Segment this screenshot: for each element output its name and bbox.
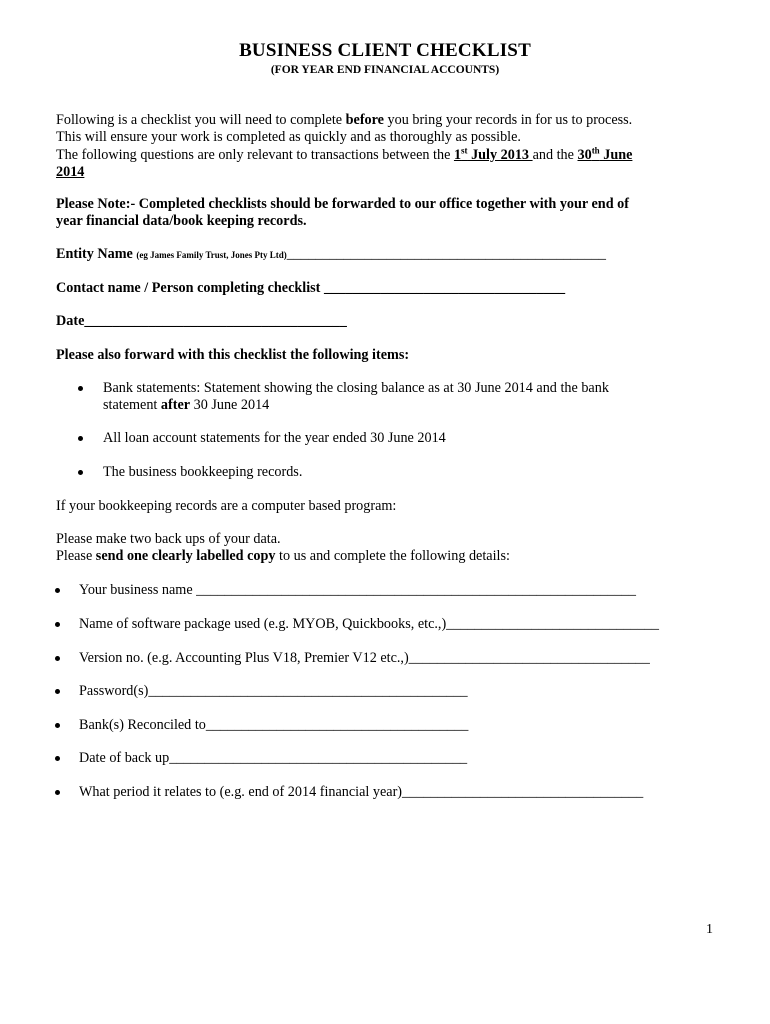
page-title: BUSINESS CLIENT CHECKLIST — [239, 40, 531, 61]
backup-instructions: Please make two back ups of your data. Please send one clearly labelled copy to us and complete the following details: — [56, 531, 510, 565]
intro-line-2: This will ensure your work is completed as quickly and as thoroughly as possible. — [56, 129, 521, 146]
bullet-icon — [78, 436, 83, 441]
page-subtitle: (FOR YEAR END FINANCIAL ACCOUNTS) — [270, 64, 500, 76]
bullet-icon — [55, 790, 60, 795]
date-field[interactable]: Date_____________________________________ — [56, 313, 347, 329]
end-date-year: 2014 — [56, 163, 85, 180]
list-item: All loan account statements for the year ended 30 June 2014 — [103, 430, 446, 446]
bullet-icon — [55, 588, 60, 593]
entity-name-field[interactable]: Entity Name (eg James Family Trust, Jones Pty Ltd)_____________________________________________ — [56, 246, 607, 262]
banks-reconciled-field[interactable]: Bank(s) Reconciled to_____________________________________ — [79, 717, 469, 733]
backup-date-field[interactable]: Date of back up__________________________________________ — [79, 750, 468, 766]
bullet-icon — [78, 470, 83, 475]
intro-line-3: The following questions are only relevant to transactions between the 1st July 2013 and the 30th June — [56, 144, 633, 163]
date-line[interactable]: _____________________________________ — [84, 313, 347, 329]
start-date: 1st July 2013 — [453, 144, 533, 163]
bullet-icon — [55, 723, 60, 728]
bullet-icon — [55, 689, 60, 694]
page-number: 1 — [706, 922, 713, 937]
please-note: Please Note:- Completed checklists should be forwarded to our office together with your end of year financial data/book keeping records. — [56, 196, 629, 230]
password-field[interactable]: Password(s)_____________________________________________ — [79, 683, 468, 699]
list-item: Bank statements: Statement showing the closing balance as at 30 June 2014 and the bank statement after 30 June 2014 — [103, 380, 609, 414]
computer-program-intro: If your bookkeeping records are a computer based program: — [56, 498, 397, 514]
period-field[interactable]: What period it relates to (e.g. end of 2014 financial year)__________________________________ — [79, 784, 644, 800]
contact-name-field[interactable]: Contact name / Person completing checklist __________________________________ — [56, 280, 566, 296]
forward-items-heading: Please also forward with this checklist the following items: — [56, 347, 410, 363]
version-field[interactable]: Version no. (e.g. Accounting Plus V18, Premier V12 etc.,)__________________________________ — [79, 650, 650, 666]
entity-name-line[interactable]: _____________________________________________ — [286, 246, 607, 262]
list-item: The business bookkeeping records. — [103, 464, 303, 480]
intro-line-1: Following is a checklist you will need to complete before you bring your records in for us to process. — [56, 112, 633, 128]
bullet-icon — [55, 756, 60, 761]
end-date: 30th June — [577, 144, 633, 163]
bullet-icon — [55, 656, 60, 661]
intro-paragraph — [56, 112, 716, 181]
bullet-icon — [78, 386, 83, 391]
bullet-icon — [55, 622, 60, 627]
contact-name-line[interactable]: __________________________________ — [320, 280, 566, 296]
business-name-field[interactable]: Your business name ______________________________________________________________ — [79, 582, 636, 598]
software-package-field[interactable]: Name of software package used (e.g. MYOB, Quickbooks, etc.,)______________________________ — [79, 616, 659, 632]
